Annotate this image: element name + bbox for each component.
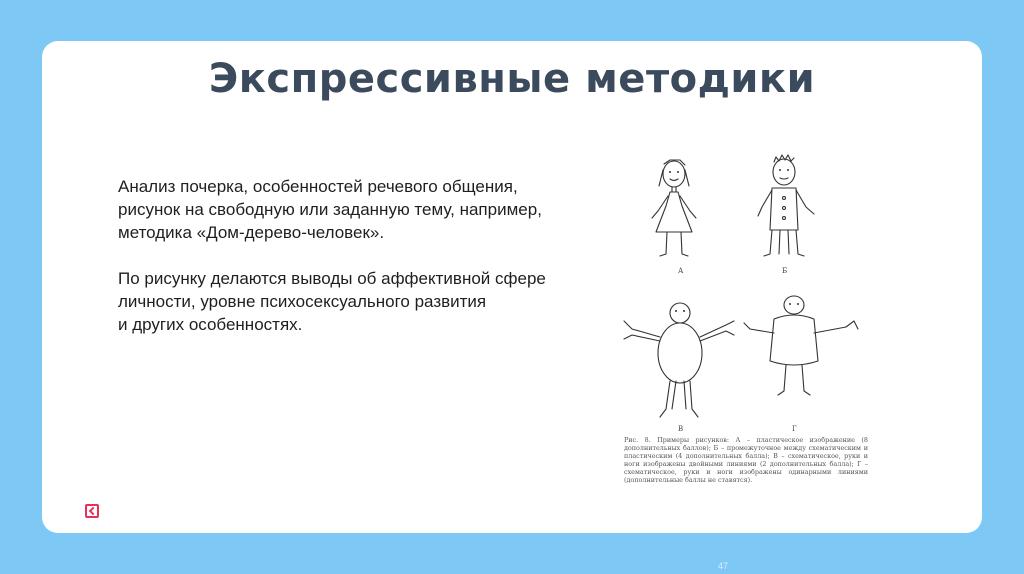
back-arrow-icon[interactable]	[85, 504, 99, 518]
figure-caption: Рис. 8. Примеры рисунков: А – пластическое изображение (8 дополнительных баллов); Б – промежуточное между схематическим и пластическим (4 дополнительных балла); В – схематическое, руки и ноги изображены двойными линиями (2 дополнительных балла); Г – схематическое, руки и ноги изображены одинарными линиями (дополнительные баллы не ставятся).	[624, 436, 868, 484]
label-v: В	[678, 425, 684, 433]
drawing-g	[744, 296, 858, 395]
label-g: Г	[792, 425, 797, 433]
paragraph-methods: Анализ почерка, особенностей речевого общения, рисунок на свободную или заданную тему, например, методика «Дом-дерево-человек».	[118, 177, 542, 242]
drawing-v	[624, 303, 734, 417]
label-a: А	[678, 267, 684, 275]
slide-title: Экспрессивные методики	[208, 56, 816, 102]
slide-body	[118, 175, 618, 359]
page-number: 47	[717, 561, 728, 571]
drawing-b	[758, 155, 814, 256]
label-b: Б	[782, 267, 788, 275]
drawing-a	[652, 160, 696, 256]
paragraph-conclusions: По рисунку делаются выводы об аффективной сфере личности, уровне психосексуального развития и других особенностях.	[118, 269, 546, 334]
